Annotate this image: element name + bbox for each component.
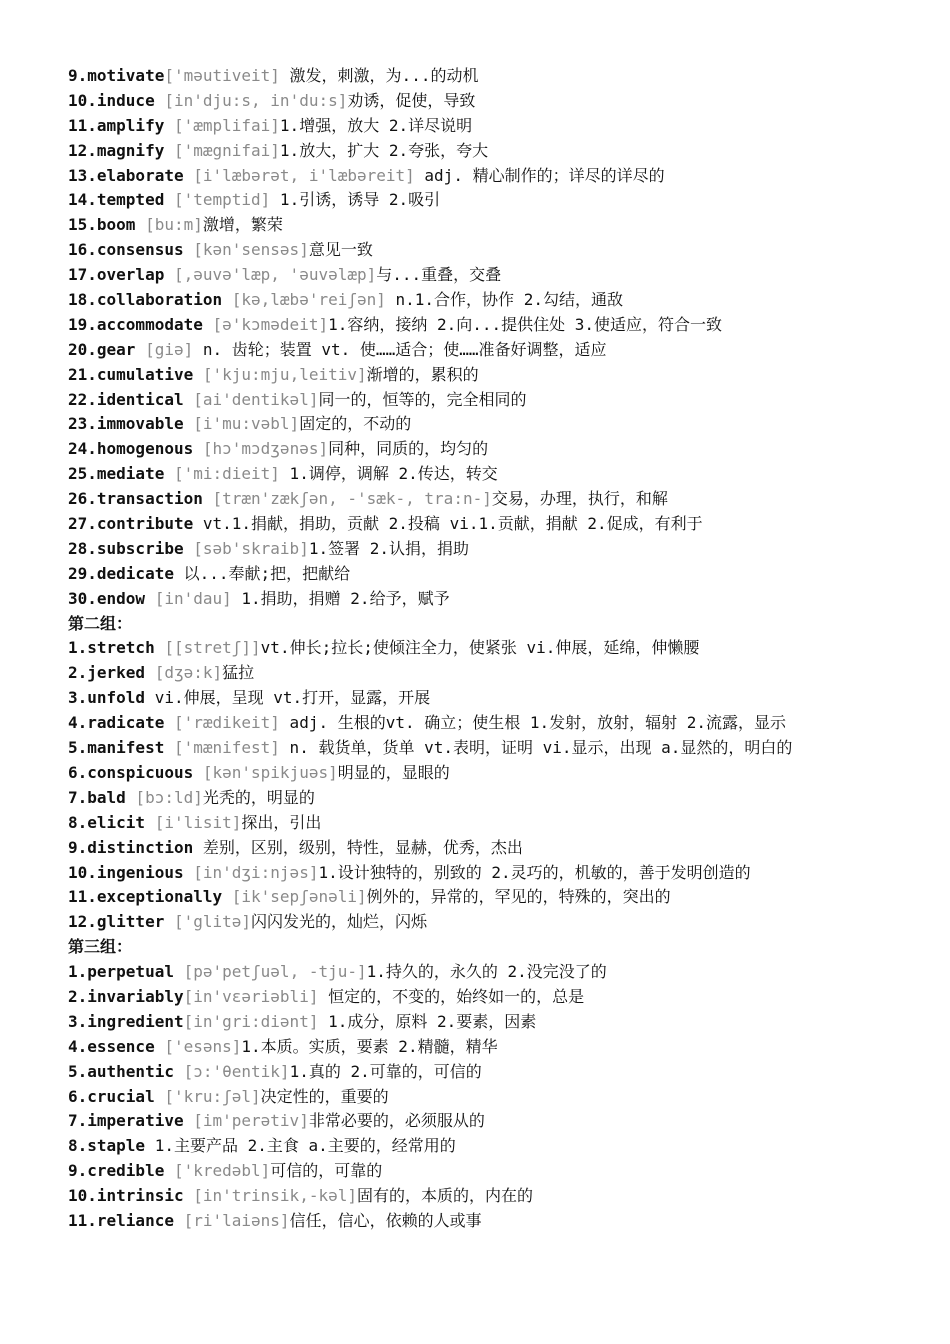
vocab-line xyxy=(68,1159,928,1184)
vocab-line xyxy=(68,1209,928,1234)
vocab-line xyxy=(68,562,928,587)
vocab-definition: 1.放大，扩大 2.夸张，夸大 xyxy=(279,140,489,160)
vocab-line xyxy=(68,238,928,263)
vocab-word: 1.stretch xyxy=(68,638,155,658)
vocab-word: 12.glitter xyxy=(68,912,165,932)
vocab-line xyxy=(68,612,928,637)
vocab-word: 3.ingredient xyxy=(68,1011,184,1031)
vocab-phonetic: [in'trinsik,-kəl] xyxy=(183,1186,357,1206)
vocab-phonetic: [i'lisit] xyxy=(145,812,242,832)
vocab-line xyxy=(68,139,928,164)
vocab-line xyxy=(68,1085,928,1110)
vocab-phonetic: ['esəns] xyxy=(154,1036,242,1056)
vocab-definition: 交易，办理，执行，和解 xyxy=(491,489,668,509)
vocab-line xyxy=(68,786,928,811)
vocab-definition: 固有的，本质的，内在的 xyxy=(356,1186,533,1206)
vocab-line xyxy=(68,1134,928,1159)
vocab-definition: 1.调停，调解 2.传达，转交 xyxy=(279,464,498,484)
vocab-line xyxy=(68,1060,928,1085)
vocab-line xyxy=(68,1109,928,1134)
vocab-word: 25.mediate xyxy=(68,464,165,484)
vocab-definition: 渐增的，累积的 xyxy=(366,364,479,384)
vocab-phonetic: ['mægnifai] xyxy=(164,140,280,160)
vocab-word: 14.tempted xyxy=(68,190,165,210)
vocab-definition: 同一的，恒等的，完全相同的 xyxy=(318,389,527,409)
vocab-word: 29.dedicate xyxy=(68,563,174,583)
vocab-definition: 1.容纳，接纳 2.向...提供住处 3.使适应，符合一致 xyxy=(328,314,723,334)
vocab-definition: n. 载货单，货单 vt.表明，证明 vi.显示，出现 a.显然的，明白的 xyxy=(279,738,793,758)
vocab-definition: 可信的，可靠的 xyxy=(270,1161,383,1181)
vocab-word: 7.imperative xyxy=(68,1111,184,1131)
vocab-phonetic: [[stretʃ]] xyxy=(154,638,261,658)
vocab-phonetic: [pə'petʃuəl, -tju-] xyxy=(173,962,367,982)
vocab-word: 4.radicate xyxy=(68,713,165,733)
vocab-definition: 决定性的，重要的 xyxy=(260,1086,389,1106)
vocab-word: 11.amplify xyxy=(68,115,165,135)
vocab-word: 2.invariably xyxy=(68,986,184,1006)
vocab-line xyxy=(68,164,928,189)
vocab-line xyxy=(68,338,928,363)
vocab-word: 24.homogenous xyxy=(68,439,194,459)
vocab-definition: 闪闪发光的，灿烂，闪烁 xyxy=(251,912,428,932)
vocab-phonetic: [hɔ'mɔdʒənəs] xyxy=(193,439,329,459)
vocab-word: 13.elaborate xyxy=(68,165,184,185)
vocab-line xyxy=(68,711,928,736)
vocab-phonetic: [in'dau] xyxy=(145,588,232,608)
vocab-definition: 劝诱，促使，导致 xyxy=(347,90,476,110)
vocab-phonetic: [ə'kɔmədeit] xyxy=(202,314,329,334)
vocab-word: 2.jerked xyxy=(68,663,146,683)
vocab-word: 9.credible xyxy=(68,1161,165,1181)
vocab-line xyxy=(68,388,928,413)
vocab-line xyxy=(68,861,928,886)
vocab-definition: 同种，同质的，均匀的 xyxy=(328,439,489,459)
vocab-phonetic: [im'perətiv] xyxy=(183,1111,309,1131)
vocab-word: 19.accommodate xyxy=(68,314,203,334)
vocab-line xyxy=(68,686,928,711)
vocab-word: 21.cumulative xyxy=(68,364,194,384)
vocab-line xyxy=(68,960,928,985)
vocab-line xyxy=(68,288,928,313)
vocab-phonetic: [kən'spikjuəs] xyxy=(193,762,338,782)
vocab-line xyxy=(68,1010,928,1035)
vocab-phonetic: ['kju:mju,leitiv] xyxy=(193,364,367,384)
vocab-word: 9.distinction xyxy=(68,837,194,857)
vocab-word: 30.endow xyxy=(68,588,146,608)
vocab-definition: 以...奉献;把，把献给 xyxy=(173,563,351,583)
vocab-word: 8.elicit xyxy=(68,812,146,832)
vocab-word: 11.exceptionally xyxy=(68,887,223,907)
vocab-word: 3.unfold xyxy=(68,688,146,708)
vocab-definition: 光秃的，明显的 xyxy=(202,787,315,807)
vocab-word: 6.conspicuous xyxy=(68,762,194,782)
vocab-definition: 例外的，异常的，罕见的，特殊的，突出的 xyxy=(366,887,671,907)
vocab-definition: 1.引诱，诱导 2.吸引 xyxy=(270,190,441,210)
vocab-definition: 1.设计独特的，别致的 2.灵巧的，机敏的，善于发明创造的 xyxy=(318,862,751,882)
vocab-word: 10.intrinsic xyxy=(68,1186,184,1206)
vocab-phonetic: [dʒə:k] xyxy=(145,663,223,683)
vocab-phonetic: [kən'sensəs] xyxy=(183,240,309,260)
vocab-definition: 1.捐助，捐赠 2.给予，赋予 xyxy=(231,588,450,608)
vocab-definition: vt.1.捐献，捐助，贡献 2.投稿 vi.1.贡献，捐献 2.促成，有利于 xyxy=(193,514,703,534)
vocab-definition: 1.真的 2.可靠的，可信的 xyxy=(289,1061,482,1081)
vocab-phonetic: ['mænifest] xyxy=(164,738,280,758)
vocab-line xyxy=(68,412,928,437)
vocab-phonetic: [bɔ:ld] xyxy=(125,787,203,807)
vocab-word: 26.transaction xyxy=(68,489,203,509)
vocab-line xyxy=(68,910,928,935)
vocab-line xyxy=(68,836,928,861)
vocab-phonetic: [ɔ:'θentik] xyxy=(173,1061,290,1081)
vocab-line xyxy=(68,1035,928,1060)
vocab-word: 9.motivate xyxy=(68,66,165,85)
vocab-line xyxy=(68,537,928,562)
vocab-definition: vt.伸长;拉长;使倾注全力，使紧张 vi.伸展，延绵，伸懒腰 xyxy=(260,638,700,658)
vocab-line xyxy=(68,487,928,512)
vocab-line xyxy=(68,811,928,836)
vocab-phonetic: ['temptid] xyxy=(164,190,271,210)
vocab-line xyxy=(68,935,928,960)
vocab-word: 5.manifest xyxy=(68,738,165,758)
vocab-definition: 激增，繁荣 xyxy=(202,215,283,235)
vocab-phonetic: ['kredəbl] xyxy=(164,1161,271,1181)
vocab-phonetic: ['æmplifai] xyxy=(164,115,280,135)
vocab-phonetic: ['mi:dieit] xyxy=(164,464,280,484)
vocab-phonetic: [giə] xyxy=(135,339,194,359)
vocab-definition: 明显的，显眼的 xyxy=(337,762,450,782)
vocab-phonetic: [i'læbərət, i'læbəreit] xyxy=(183,165,415,185)
vocab-line xyxy=(68,89,928,114)
vocabulary-list xyxy=(68,64,928,1234)
vocab-definition: 信任，信心，依赖的人或事 xyxy=(289,1210,482,1230)
vocab-definition: 1.签署 2.认捐，捐助 xyxy=(308,538,469,558)
vocab-word: 12.magnify xyxy=(68,140,165,160)
vocab-phonetic: [i'mu:vəbl] xyxy=(183,414,300,434)
vocab-phonetic: ['glitə] xyxy=(164,912,252,932)
vocab-line xyxy=(68,985,928,1010)
vocab-word: 4.essence xyxy=(68,1036,155,1056)
vocab-definition: 1.主要产品 2.主食 a.主要的，经常用的 xyxy=(145,1136,456,1156)
vocab-word: 5.authentic xyxy=(68,1061,174,1081)
vocab-word: 27.contribute xyxy=(68,514,194,534)
vocab-word: 20.gear xyxy=(68,339,136,359)
vocab-line xyxy=(68,736,928,761)
vocab-line xyxy=(68,188,928,213)
vocab-phonetic: ['rædikeit] xyxy=(164,713,280,733)
vocab-definition: n. 齿轮；装置 vt. 使……适合；使……准备好调整，适应 xyxy=(193,339,607,359)
vocab-word: 10.induce xyxy=(68,90,155,110)
vocab-definition: 1.增强，放大 2.详尽说明 xyxy=(279,115,473,135)
vocab-phonetic: [træn'zækʃən, -'sæk-, tra:n-] xyxy=(202,489,492,509)
vocab-word: 10.ingenious xyxy=(68,862,184,882)
vocab-word: 6.crucial xyxy=(68,1086,155,1106)
vocab-definition: 恒定的，不变的，始终如一的，总是 xyxy=(318,986,585,1006)
vocab-phonetic: [səb'skraib] xyxy=(183,538,309,558)
vocab-word: 22.identical xyxy=(68,389,184,409)
vocab-line xyxy=(68,363,928,388)
vocab-line xyxy=(68,64,928,89)
vocab-word: 15.boom xyxy=(68,215,136,235)
vocab-word: 17.overlap xyxy=(68,265,165,285)
vocab-word: 第二组： xyxy=(68,613,133,633)
vocab-phonetic: ['məutiveit] xyxy=(164,66,280,85)
vocab-line xyxy=(68,1184,928,1209)
vocab-phonetic: [ri'laiəns] xyxy=(173,1210,290,1230)
vocab-phonetic: [ik'sepʃənəli] xyxy=(222,887,367,907)
vocab-definition: adj. 生根的vt. 确立；使生根 1.发射，放射，辐射 2.流露，显示 xyxy=(279,713,787,733)
vocab-word: 第三组： xyxy=(68,937,133,957)
vocab-word: 11.reliance xyxy=(68,1210,174,1230)
vocab-phonetic: [bu:m] xyxy=(135,215,203,235)
vocab-definition: adj. 精心制作的；详尽的详尽的 xyxy=(414,165,665,185)
vocab-word: 7.bald xyxy=(68,787,126,807)
vocab-word: 1.perpetual xyxy=(68,962,174,982)
vocab-word: 16.consensus xyxy=(68,240,184,260)
vocab-word: 23.immovable xyxy=(68,414,184,434)
vocab-line xyxy=(68,512,928,537)
vocab-phonetic: [in'gri:diənt] xyxy=(183,1011,319,1031)
vocab-phonetic: [,əuvə'læp, 'əuvəlæp] xyxy=(164,265,377,285)
vocab-definition: vi.伸展，呈现 vt.打开，显露，开展 xyxy=(145,688,431,708)
vocab-phonetic: [in'dju:s, in'du:s] xyxy=(154,90,348,110)
vocab-line xyxy=(68,114,928,139)
vocab-definition: 固定的，不动的 xyxy=(299,414,412,434)
vocab-definition: 非常必要的，必须服从的 xyxy=(308,1111,485,1131)
vocab-word: 18.collaboration xyxy=(68,290,223,310)
vocab-line xyxy=(68,661,928,686)
vocab-word: 8.staple xyxy=(68,1136,146,1156)
vocab-definition: 探出，引出 xyxy=(241,812,322,832)
vocab-phonetic: [ai'dentikəl] xyxy=(183,389,319,409)
vocab-line xyxy=(68,213,928,238)
vocab-line xyxy=(68,462,928,487)
vocab-definition: 与...重叠，交叠 xyxy=(376,265,502,285)
vocab-line xyxy=(68,885,928,910)
vocab-definition: 差别，区别，级别，特性，显赫，优秀，杰出 xyxy=(193,837,523,857)
vocab-line xyxy=(68,587,928,612)
vocab-phonetic: [in'dʒi:njəs] xyxy=(183,862,319,882)
vocab-definition: 猛拉 xyxy=(222,663,255,683)
vocab-definition: 1.成分，原料 2.要素，因素 xyxy=(318,1011,537,1031)
vocab-word: 28.subscribe xyxy=(68,538,184,558)
vocab-line xyxy=(68,437,928,462)
vocab-definition: 激发，刺激，为...的动机 xyxy=(279,66,479,85)
vocab-line xyxy=(68,263,928,288)
vocab-line xyxy=(68,313,928,338)
vocab-line xyxy=(68,636,928,661)
vocab-definition: 意见一致 xyxy=(308,240,373,260)
vocab-definition: 1.本质。实质，要素 2.精髓，精华 xyxy=(241,1036,498,1056)
vocab-phonetic: ['kru:ʃəl] xyxy=(154,1086,261,1106)
vocab-phonetic: [kə,læbə'reiʃən] xyxy=(222,290,386,310)
vocab-definition: 1.持久的，永久的 2.没完没了的 xyxy=(366,962,607,982)
vocab-definition: n.1.合作，协作 2.勾结，通敌 xyxy=(385,290,623,310)
vocab-line xyxy=(68,761,928,786)
vocab-phonetic: [in'vɛəriəbli] xyxy=(183,986,319,1006)
